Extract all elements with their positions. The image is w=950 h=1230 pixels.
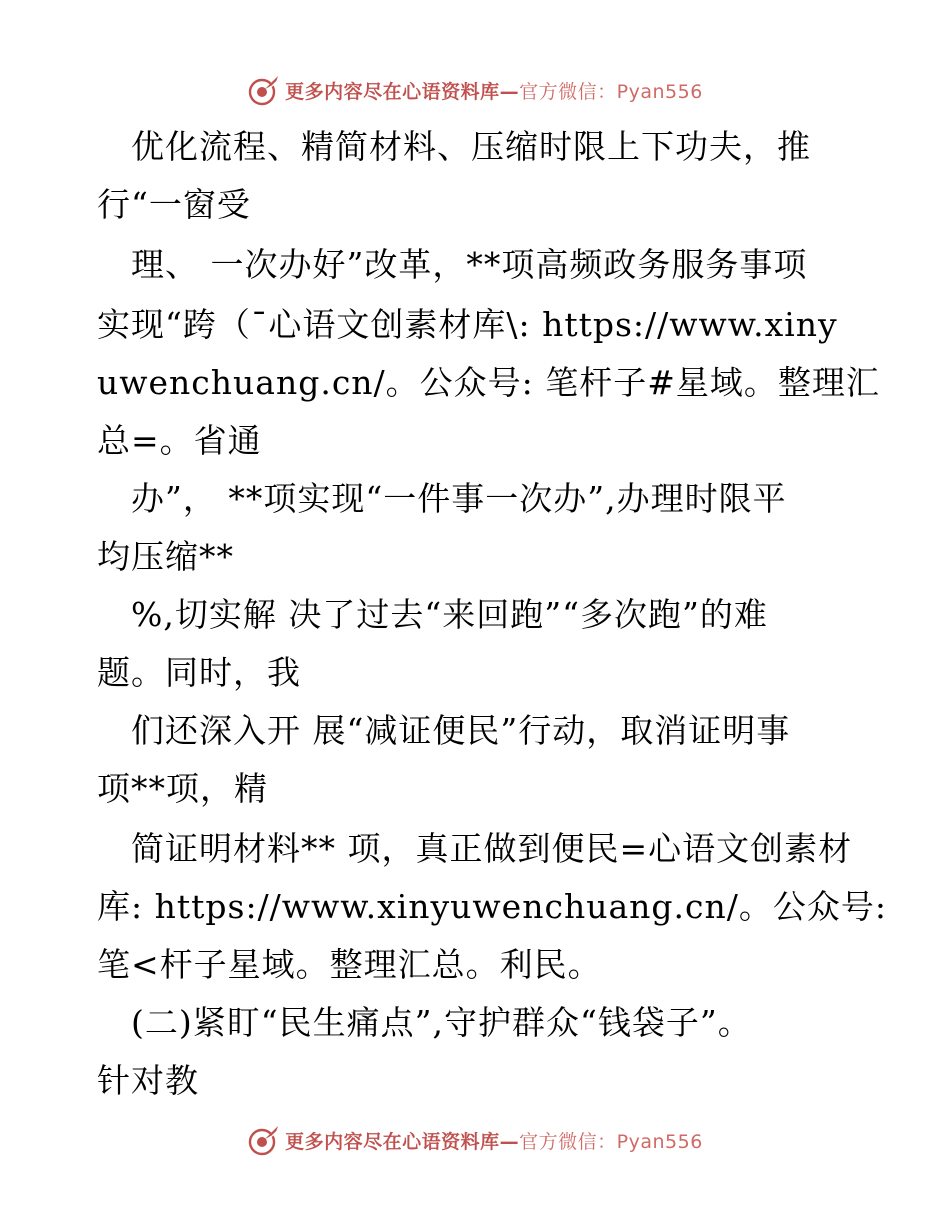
text-line: 针对教 [97,1061,199,1100]
footer-wechat: 官方微信：Pyan556 [519,1130,703,1153]
text-line: 实现“跨（¯心语文创素材库\: https://www.xiny [97,305,838,344]
footer-banner [0,1120,950,1160]
text-line: (二)紧盯“民生痛点”,守护群众“钱袋子”。 [97,1003,752,1042]
text-line: uwenchuang.cn/。公众号: 笔杆子#星域。整理汇 [97,363,880,402]
footer-notice: 更多内容尽在心语资料库—官方微信：Pyan556 [285,1130,703,1153]
text-line: 库: https://www.xinyuwenchuang.cn/。公众号: [97,887,887,926]
quill-logo-icon [247,1123,281,1157]
text-line: 们还深入开 展“减证便民”行动，取消证明事 [97,711,791,750]
text-line: 总=。省通 [97,421,262,460]
text-line: 均压缩** [97,537,234,576]
text-line: 办”， **项实现“一件事一次办”,办理时限平 [97,479,787,518]
text-line: 行“一窗受 [97,185,251,224]
text-line: 简证明材料** 项，真正做到便民=心语文创素材 [97,829,853,868]
header-wechat: 官方微信：Pyan556 [519,80,703,103]
text-line: 题。同时，我 [97,653,301,692]
text-line: 优化流程、精简材料、压缩时限上下功夫，推 [97,127,811,166]
quill-logo-icon [247,73,281,107]
text-line: 笔<杆子星域。整理汇总。利民。 [97,945,602,984]
text-line: 理、 一次办好”改革，**项高频政务服务事项 [97,245,808,284]
text-line: %,切实解 决了过去“来回跑”“多次跑”的难 [97,595,768,634]
text-line: 项**项，精 [97,769,268,808]
header-banner [0,70,950,110]
header-notice: 更多内容尽在心语资料库—官方微信：Pyan556 [285,80,703,103]
